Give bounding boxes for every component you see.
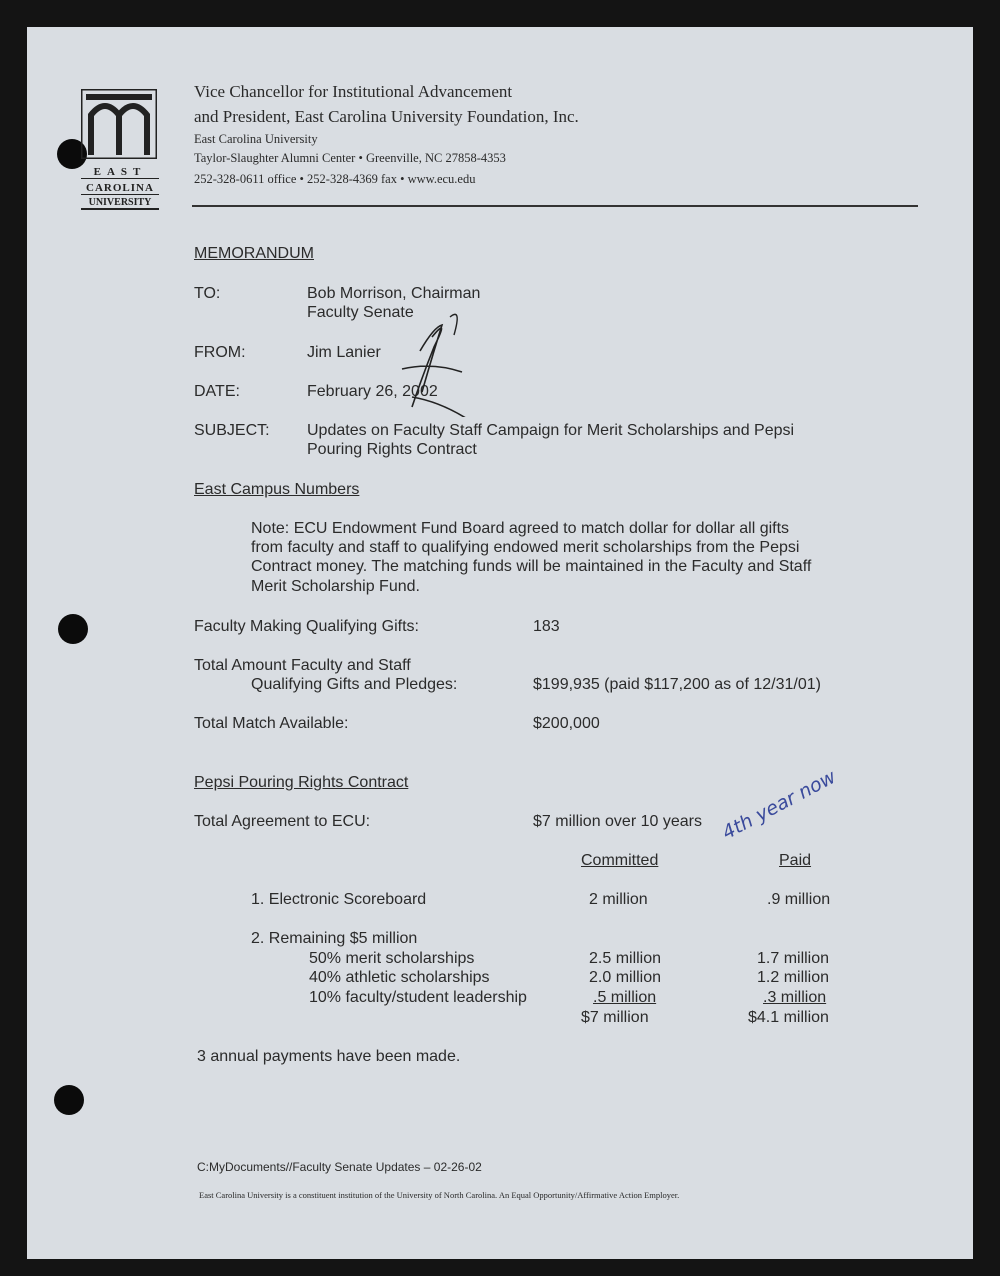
item2-label: 2. Remaining $5 million	[251, 930, 418, 947]
memo-heading: MEMORANDUM	[194, 245, 314, 262]
row2-paid: 1.2 million	[757, 969, 830, 986]
row1-label: 50% merit scholarships	[309, 950, 475, 967]
logo-university: UNIVERSITY	[81, 197, 159, 210]
letterhead-contact: 252-328-0611 office • 252-328-4369 fax • www.ecu.edu	[194, 172, 476, 186]
letterhead-rule	[192, 205, 918, 207]
agreement-value: $7 million over 10 years	[533, 813, 702, 830]
subject-line2: Pouring Rights Contract	[307, 441, 477, 458]
note-line3: Contract money. The matching funds will be maintained in the Faculty and Staff	[251, 558, 812, 575]
row3-committed: .5 million	[593, 989, 657, 1006]
letterhead-address: Taylor-Slaughter Alumni Center • Greenville, NC 27858-4353	[194, 151, 506, 165]
letterhead-title-line1: Vice Chancellor for Institutional Advancement	[194, 82, 513, 101]
match-label: Total Match Available:	[194, 715, 349, 732]
item1-committed: 2 million	[589, 891, 648, 908]
to-label: TO:	[194, 285, 221, 302]
letterhead-org: East Carolina University	[194, 132, 318, 146]
memo-page	[27, 27, 973, 1259]
item1-paid: .9 million	[767, 891, 831, 908]
footer-path: C:MyDocuments//Faculty Senate Updates – 02-26-02	[197, 1160, 482, 1174]
row2-label: 40% athletic scholarships	[309, 969, 490, 986]
col-committed: Committed	[581, 852, 659, 869]
note-line4: Merit Scholarship Fund.	[251, 578, 420, 595]
logo-east: EAST	[81, 166, 159, 179]
faculty-gifts-label: Faculty Making Qualifying Gifts:	[194, 618, 419, 635]
from-label: FROM:	[194, 344, 246, 361]
total-committed: $7 million	[581, 1009, 649, 1026]
row3-label: 10% faculty/student leadership	[309, 989, 527, 1006]
pepsi-heading: Pepsi Pouring Rights Contract	[194, 774, 409, 791]
to-line1: Bob Morrison, Chairman	[307, 285, 481, 302]
total-paid: $4.1 million	[748, 1009, 829, 1026]
signature-icon	[362, 307, 482, 417]
total-amount-label1: Total Amount Faculty and Staff	[194, 657, 411, 674]
note-line1: Note: ECU Endowment Fund Board agreed to match dollar for dollar all gifts	[251, 520, 790, 537]
total-amount-value: $199,935 (paid $117,200 as of 12/31/01)	[533, 676, 821, 693]
col-paid: Paid	[779, 852, 812, 869]
ecu-cupola-icon	[81, 89, 157, 159]
letterhead-title-line2: and President, East Carolina University Foundation, Inc.	[194, 107, 579, 126]
agreement-label: Total Agreement to ECU:	[194, 813, 371, 830]
date-value: February 26, 2002	[307, 383, 438, 400]
row1-paid: 1.7 million	[757, 950, 830, 967]
binder-hole-middle	[58, 614, 88, 644]
row1-committed: 2.5 million	[589, 950, 662, 967]
to-line2: Faculty Senate	[307, 304, 414, 321]
note-line2: from faculty and staff to qualifying endowed merit scholarships from the Pepsi	[251, 539, 800, 556]
total-amount-label2: Qualifying Gifts and Pledges:	[251, 676, 458, 693]
from-value: Jim Lanier	[307, 344, 381, 361]
faculty-gifts-value: 183	[533, 618, 560, 635]
handwritten-note: 4th year now	[718, 765, 840, 844]
subject-label: SUBJECT:	[194, 422, 270, 439]
footer-legal: East Carolina University is a constituent institution of the University of North Carolina. An Equal Opportunity/Affirmative Action Employer.	[199, 1190, 680, 1200]
row2-committed: 2.0 million	[589, 969, 662, 986]
date-label: DATE:	[194, 383, 240, 400]
row3-paid: .3 million	[763, 989, 827, 1006]
ecu-logo	[81, 89, 157, 209]
east-campus-heading: East Campus Numbers	[194, 481, 360, 498]
binder-hole-bottom	[54, 1085, 84, 1115]
subject-line1: Updates on Faculty Staff Campaign for Merit Scholarships and Pepsi	[307, 422, 795, 439]
annual-note: 3 annual payments have been made.	[197, 1048, 461, 1065]
item1-label: 1. Electronic Scoreboard	[251, 891, 427, 908]
match-value: $200,000	[533, 715, 600, 732]
logo-carolina: CAROLINA	[81, 182, 159, 195]
